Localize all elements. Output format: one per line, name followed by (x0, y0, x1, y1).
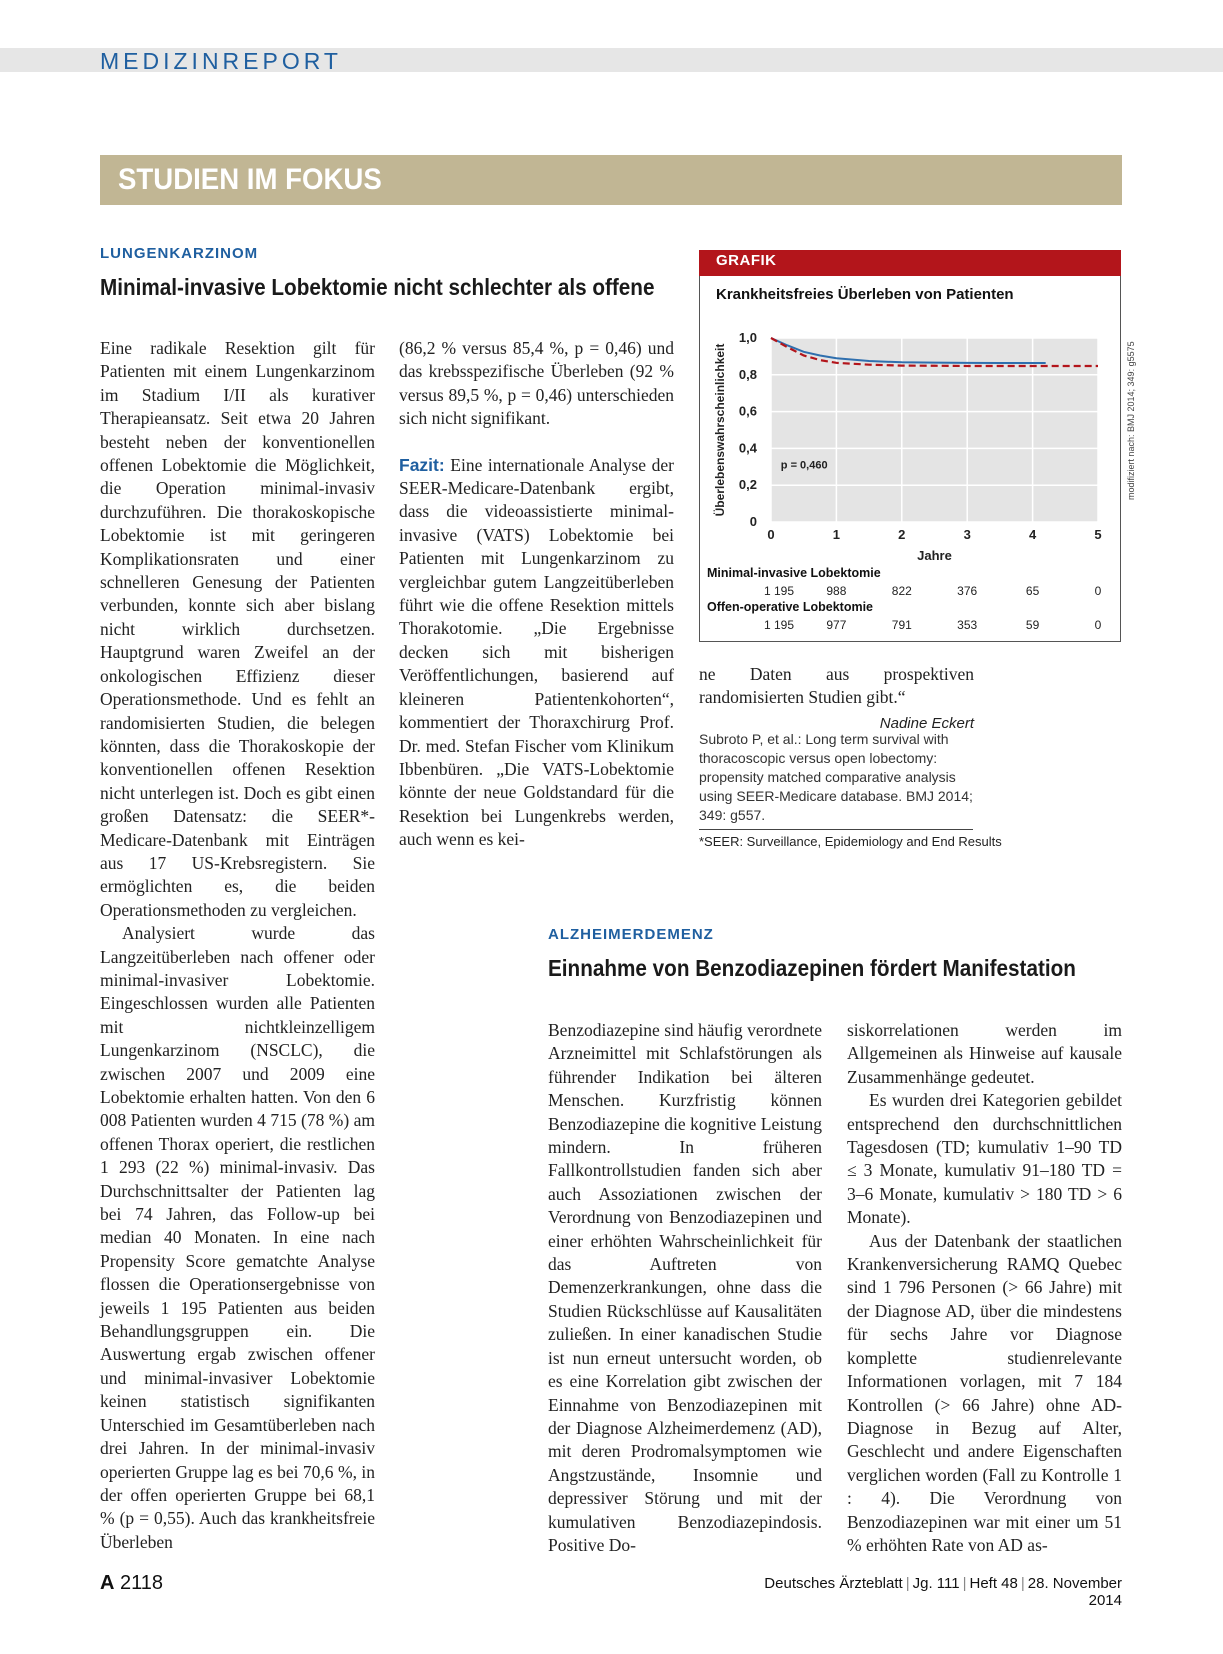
article2-column-1 (548, 1019, 822, 1557)
at-risk-value: 59 (1025, 618, 1040, 632)
journal-issue: Heft 48 (969, 1575, 1018, 1592)
article2-col2-paragraph: siskorrelationen werden im Allgemeinen als Hinweise auf kausale Zusammenhänge gedeutet. (847, 1020, 1122, 1087)
at-risk-value: 376 (957, 584, 978, 598)
at-risk-series-name: Minimal-invasive Lobektomie (707, 566, 881, 580)
y-tick-label: 0,6 (738, 403, 757, 419)
y-tick-label: 0 (749, 514, 757, 529)
at-risk-value: 791 (891, 618, 912, 632)
article2-col1-paragraph: Benzodiazepine sind häufig verordnete Arzneimittel mit Schlafstörungen als führender Indikation bei älteren Menschen. Kurzfristig können Benzodiazepine die kognitive Leistung mindern. In früheren Fallkontrollstudien fanden sich aber auch Assoziationen zwischen der Verordnung von Benzodiazepinen und einer erhöhten Wahrscheinlichkeit für das Auftreten von Demenzerkrankungen, ohne dass die Studien Rückschlüsse auf Kausalitäten zuließen. In einer kanadischen Studie ist nun erneut untersucht worden, ob es eine Korrelation gibt zwischen der Einnahme von Benzodiazepinen mit der Diagnose Alzheimerdemenz (AD), mit deren Prodromalsymptomen wie Angstzustände, Insomnie und depressiver Störung und mit der kumulativen Benzodiazepindosis. Positive Do- (548, 1020, 822, 1555)
page-number-value: 2118 (120, 1572, 164, 1594)
at-risk-value: 1 195 (763, 584, 795, 598)
article2-column-2 (847, 1019, 1122, 1557)
at-risk-value: 353 (957, 618, 978, 632)
article2-kicker: ALZHEIMERDEMENZ (548, 926, 714, 943)
at-risk-value: 988 (826, 584, 847, 598)
page-number (100, 1572, 163, 1595)
article1-column-1 (100, 337, 375, 1554)
article1-headline: Minimal-invasive Lobektomie nicht schlechter als offene (100, 274, 655, 300)
article1-col1-paragraph: Eine radikale Resektion gilt für Patienten mit einem Lungenkarzinom im Stadium I/II als kurativer Therapieansatz. Seit etwa 20 Jahren besteht neben der konventionellen offenen Lobektomie die Möglichkeit, die Operation minimal-invasiv durchzuführen. Die thorakoskopische Lobektomie ist mit geringeren Komplikationsraten und einer schnelleren Genesung der Patienten verbunden, konnte sich aber bislang nicht wirklich durchsetzen. Hauptgrund waren Zweifel an der onkologischen Effizienz dieser Operationsmethode. Und es fehlt an randomisierten Studien, die belegen könnten, dass die Thorakoskopie der konventionellen offenen Resektion nicht unterlegen ist. Doch es gibt einen großen Datensatz: die SEER*-Medicare-Datenbank mit Einträgen aus 17 US-Krebsregistern. Sie ermöglichten es, die beiden Operationsmethoden zu vergleichen. (100, 338, 375, 920)
at-risk-value: 822 (891, 584, 912, 598)
article2-col2-paragraph: Es wurden drei Kategorien gebildet entsprechend den durchschnittlichen Tagesdosen (TD; kumulativ 1–90 TD ≤ 3 Monate, kumulativ 91–180 TD = 3–6 Monate, kumulativ > 180 TD > 6 Monate). (847, 1090, 1122, 1228)
article1-fazit-paragraph (399, 454, 674, 852)
article2-headline: Einnahme von Benzodiazepinen fördert Manifestation (548, 955, 1076, 981)
chart-label: GRAFIK (716, 252, 777, 269)
fazit-text: Eine internationale Analyse der SEER-Medicare-Datenbank ergibt, dass die videoassistierte minimal-invasive (VATS) Lobektomie bei Patienten mit Lungenkarzinom zu vergleichbar gutem Langzeitüberleben führt wie die offene Resektion mittels Thorakotomie. „Die Ergebnisse decken sich mit bisherigen Veröffentlichungen, basierend auf kleineren Patientenkohorten“, kommentiert der Thoraxchirurg Prof. Dr. med. Stefan Fischer vom Klinikum Ibbenbüren. „Die VATS-Lobektomie könnte der neue Goldstandard für die Resektion bei Lungenkrebs werden, auch wenn es kei- (399, 454, 674, 850)
reference-citation: Subroto P, et al.: Long term survival with thoracoscopic versus open lobectomy: propensity matched comparative analysis using SEER-Medicare database. BMJ 2014; 349: g557. (699, 731, 973, 823)
article1-kicker: LUNGENKARZINOM (100, 245, 259, 262)
x-tick-label: 0 (767, 527, 775, 542)
x-tick-label: 1 (832, 527, 841, 542)
at-risk-value: 977 (826, 618, 847, 632)
footnote: *SEER: Surveillance, Epidemiology and End Results (699, 834, 1002, 849)
x-tick-label: 3 (963, 527, 971, 542)
x-axis-label: Jahre (917, 548, 952, 563)
y-tick-label: 0,8 (738, 366, 757, 382)
section-name: MEDIZINREPORT (100, 48, 342, 74)
article1-col1-paragraph: Analysiert wurde das Langzeitüberleben nach offener oder minimal-invasiver Lobektomie. Eingeschlossen wurden alle Patienten mit nichtkleinzelligem Lungenkarzinom (NSCLC), die zwischen 2007 und 2009 eine Lobektomie erhalten hatten. Von den 6 008 Patienten wurden 4 715 (78 %) am offenen Thorax operiert, die restlichen 1 293 (22 %) minimal-invasiv. Das Durchschnittsalter der Patienten lag bei 74 Jahren, das Follow-up bei median 40 Monaten. In eine nach Propensity Score gematchte Analyse flossen die Operationsergebnisse von jeweils 1 195 Patienten aus beiden Behandlungsgruppen ein. Die Auswertung ergab zwischen offener und minimal-invasiver Lobektomie keinen statistisch signifikanten Unterschied im Gesamtüberleben nach drei Jahren. In der minimal-invasiv operierten Gruppe lag es bei 70,6 %, in der offen operierten Gruppe bei 68,1 % (p = 0,55). Auch das krankheitsfreie Überleben (100, 923, 375, 1552)
survival-chart (699, 320, 1119, 638)
journal-volume: Jg. 111 (912, 1575, 960, 1592)
x-tick-label: 5 (1094, 527, 1102, 542)
article1-column-2 (399, 337, 674, 852)
y-tick-label: 1,0 (738, 330, 757, 345)
author-signature: Nadine Eckert (879, 714, 974, 732)
at-risk-value: 1 195 (763, 618, 795, 632)
journal-date: 28. November 2014 (1027, 1575, 1122, 1609)
article1-col3-paragraph (699, 663, 974, 732)
at-risk-value: 65 (1025, 584, 1040, 598)
chart-source-note: modifiziert nach: BMJ 2014; 349: g5575 (1126, 341, 1136, 500)
x-tick-label: 2 (898, 527, 906, 542)
article1-column-3 (699, 663, 974, 735)
banner-title: STUDIEN IM FOKUS (118, 163, 382, 196)
at-risk-value: 0 (1094, 584, 1102, 598)
y-axis-label: Überlebenswahrscheinlichkeit (713, 343, 727, 517)
journal-name: Deutsches Ärzteblatt (764, 1575, 903, 1592)
chart-title: Krankheitsfreies Überleben von Patienten (716, 286, 1014, 303)
article2-col2-paragraph: Aus der Datenbank der staatlichen Krankenversicherung RAMQ Quebec sind 1 796 Personen (> 66 Jahre) mit der Diagnose AD, über die mindestens für sechs Jahre vor Diagnose komplette studienrelevante Informationen vorlagen, mit 7 184 Kontrollen (> 66 Jahre) ohne AD-Diagnose in Bezug auf Alter, Geschlecht und andere Eigenschaften verglichen worden (Fall zu Kontrolle 1 : 4). Die Verordnung von Benzodiazepinen war mit einer um 51 % erhöhten Rate von AD as- (847, 1230, 1122, 1555)
p-value-annotation: p = 0,460 (780, 459, 828, 472)
y-tick-label: 0,4 (738, 440, 757, 456)
footnote-divider (699, 829, 973, 830)
article1-col3-text: ne Daten aus prospektiven randomisierten Studien gibt.“ (699, 664, 974, 708)
fazit-label: Fazit: (399, 454, 445, 475)
page-prefix: A (100, 1572, 115, 1594)
at-risk-value: 0 (1094, 618, 1102, 632)
at-risk-series-name: Offen-operative Lobektomie (707, 600, 873, 614)
x-tick-label: 4 (1028, 527, 1037, 542)
journal-info: Deutsches Ärzteblatt | Jg. 111 | Heft 48 | 28. November 2014 (764, 1575, 1122, 1609)
article1-col2-paragraph: (86,2 % versus 85,4 %, p = 0,46) und das krebsspezifische Überleben (92 % versus 89,5 %, p = 0,46) unterschieden sich nicht signifikant. (399, 338, 674, 429)
y-tick-label: 0,2 (738, 477, 757, 493)
